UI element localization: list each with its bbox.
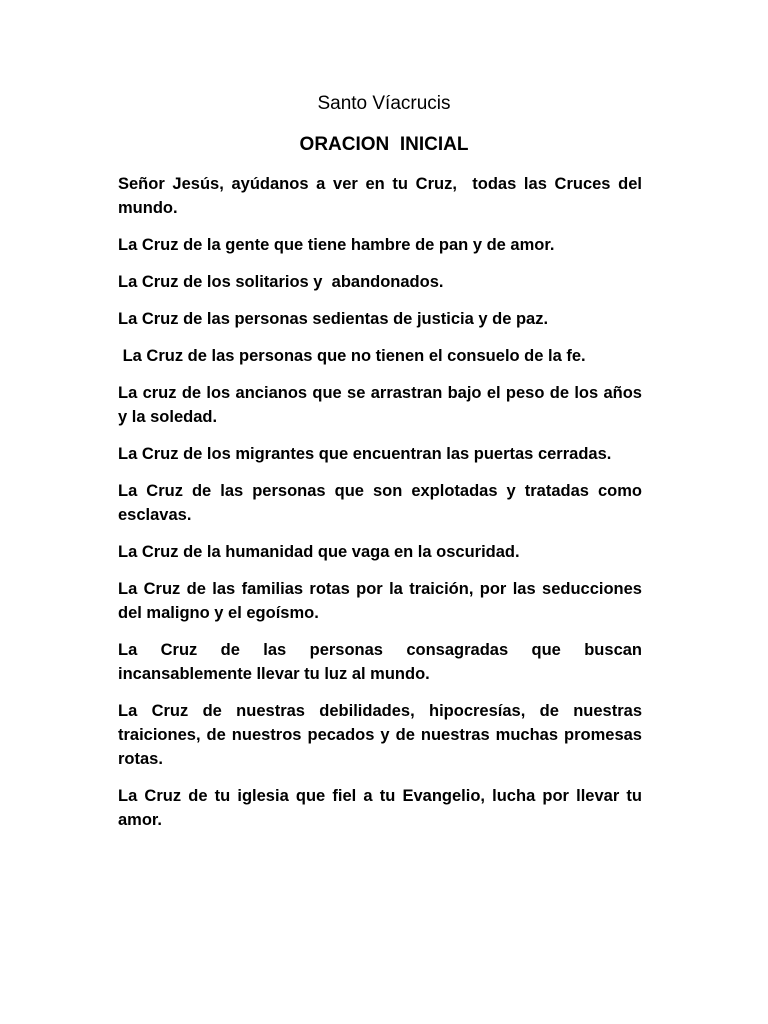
prayer-paragraph-exploited: La Cruz de las personas que son explotadas y tratadas como esclavas. bbox=[118, 482, 647, 524]
document-subtitle: ORACION INICIAL bbox=[299, 134, 469, 155]
prayer-body bbox=[118, 172, 647, 845]
prayer-paragraph-families: La Cruz de las familias rotas por la traición, por las seducciones del maligno y el egoísmo. bbox=[118, 580, 647, 622]
prayer-paragraph-solitary: La Cruz de los solitarios y abandonados. bbox=[118, 273, 444, 291]
prayer-paragraph-humanity: La Cruz de la humanidad que vaga en la oscuridad. bbox=[118, 543, 520, 561]
prayer-paragraph-faith: La Cruz de las personas que no tienen el consuelo de la fe. bbox=[118, 347, 586, 365]
prayer-paragraph-migrants: La Cruz de los migrantes que encuentran las puertas cerradas. bbox=[118, 445, 612, 463]
prayer-paragraph-justice: La Cruz de las personas sedientas de justicia y de paz. bbox=[118, 310, 549, 328]
prayer-paragraph-intro: Señor Jesús, ayúdanos a ver en tu Cruz, todas las Cruces del mundo. bbox=[118, 175, 647, 217]
prayer-paragraph-hunger: La Cruz de la gente que tiene hambre de pan y de amor. bbox=[118, 236, 555, 254]
document-title: Santo Víacrucis bbox=[317, 93, 451, 114]
prayer-paragraph-weaknesses: La Cruz de nuestras debilidades, hipocresías, de nuestras traiciones, de nuestros pecados y de nuestras muchas promesas rotas. bbox=[118, 702, 647, 768]
prayer-paragraph-consecrated: La Cruz de las personas consagradas que buscan incansablemente llevar tu luz al mundo. bbox=[118, 641, 647, 683]
prayer-paragraph-church: La Cruz de tu iglesia que fiel a tu Evangelio, lucha por llevar tu amor. bbox=[118, 787, 647, 829]
prayer-paragraph-elderly: La cruz de los ancianos que se arrastran bajo el peso de los años y la soledad. bbox=[118, 384, 647, 426]
